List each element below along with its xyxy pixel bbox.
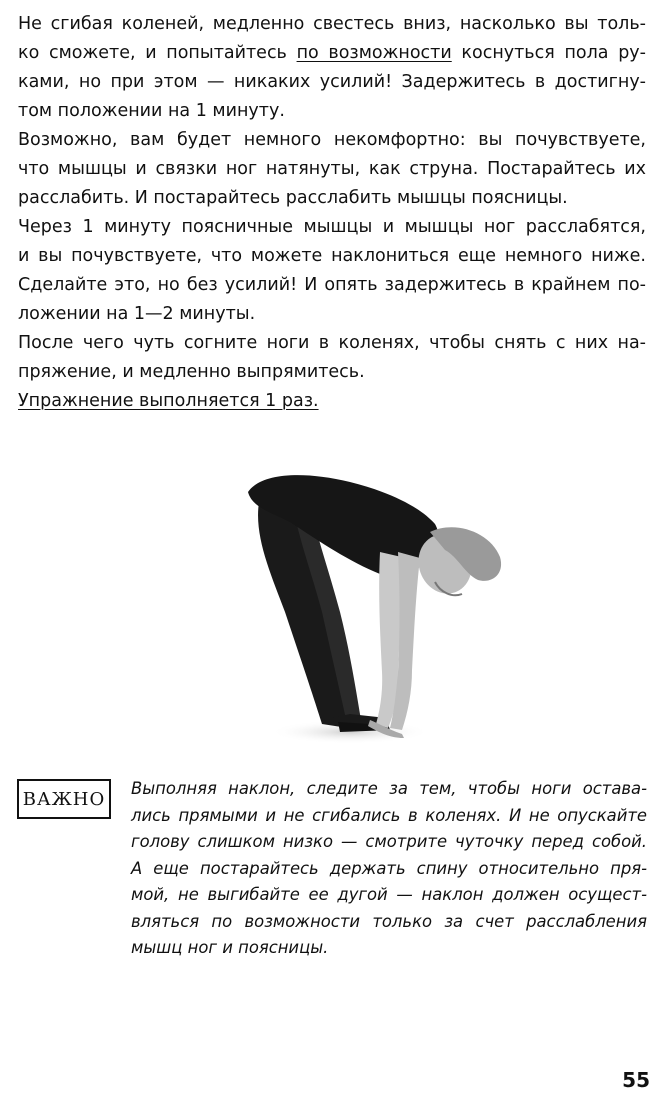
main-text (18, 10, 646, 416)
text-line: После чего чуть согните ноги в коленях, чтобы снять с них на- (18, 333, 646, 353)
note-line: мышц ног и поясницы. (131, 938, 329, 957)
text-line: расслабить. И постарайтесь расслабить мышцы поясницы. (18, 188, 568, 208)
text-line: Возможно, вам будет немного некомфортно: вы почувствуете, (18, 130, 646, 150)
text-line: Через 1 минуту поясничные мышцы и мышцы ног расслабятся, (18, 217, 646, 237)
text-line (18, 39, 646, 68)
forward-bend-photo (230, 462, 520, 754)
page-number: 55 (622, 1068, 650, 1092)
note-line: лись прямыми и не сгибались в коленях. И не опускайте (131, 805, 647, 825)
text-line: и вы почувствуете, что можете наклониться еще немного ниже. (18, 246, 646, 266)
note-line: голову слишком низко — смотрите чуточку перед собой. (131, 832, 647, 851)
note-line: вляться по возможности только за счет расслабления (131, 911, 647, 931)
forward-bend-illustration (230, 462, 520, 754)
text-line: Сделайте это, но без усилий! И опять задержитесь в крайнем по- (18, 275, 646, 295)
note-line: Выполняя наклон, следите за тем, чтобы ноги остава- (131, 779, 647, 798)
text-fragment: коснуться пола ру- (451, 43, 646, 63)
emphasis-underlined: по возможности (296, 43, 452, 63)
text-line: пряжение, и медленно выпрямитесь. (18, 362, 365, 382)
text-line: Не сгибая коленей, медленно свестесь вниз, насколько вы толь- (18, 14, 646, 34)
text-line: ложении на 1—2 минуты. (18, 304, 256, 324)
text-fragment: ко сможете, и попытайтесь (18, 43, 297, 63)
important-note (131, 776, 647, 962)
repeat-note: Упражнение выполняется 1 раз. (18, 391, 319, 411)
note-line: мой, не выгибайте ее дугой — наклон должен осущест- (131, 885, 647, 904)
text-line: том положении на 1 минуту. (18, 101, 285, 121)
important-label: ВАЖНО (17, 779, 111, 819)
note-line: А еще постарайтесь держать спину относительно пря- (131, 858, 647, 878)
text-line: ками, но при этом — никаких усилий! Задержитесь в достигну- (18, 72, 646, 92)
text-line: что мышцы и связки ног натянуты, как струна. Постарайтесь их (18, 159, 646, 179)
